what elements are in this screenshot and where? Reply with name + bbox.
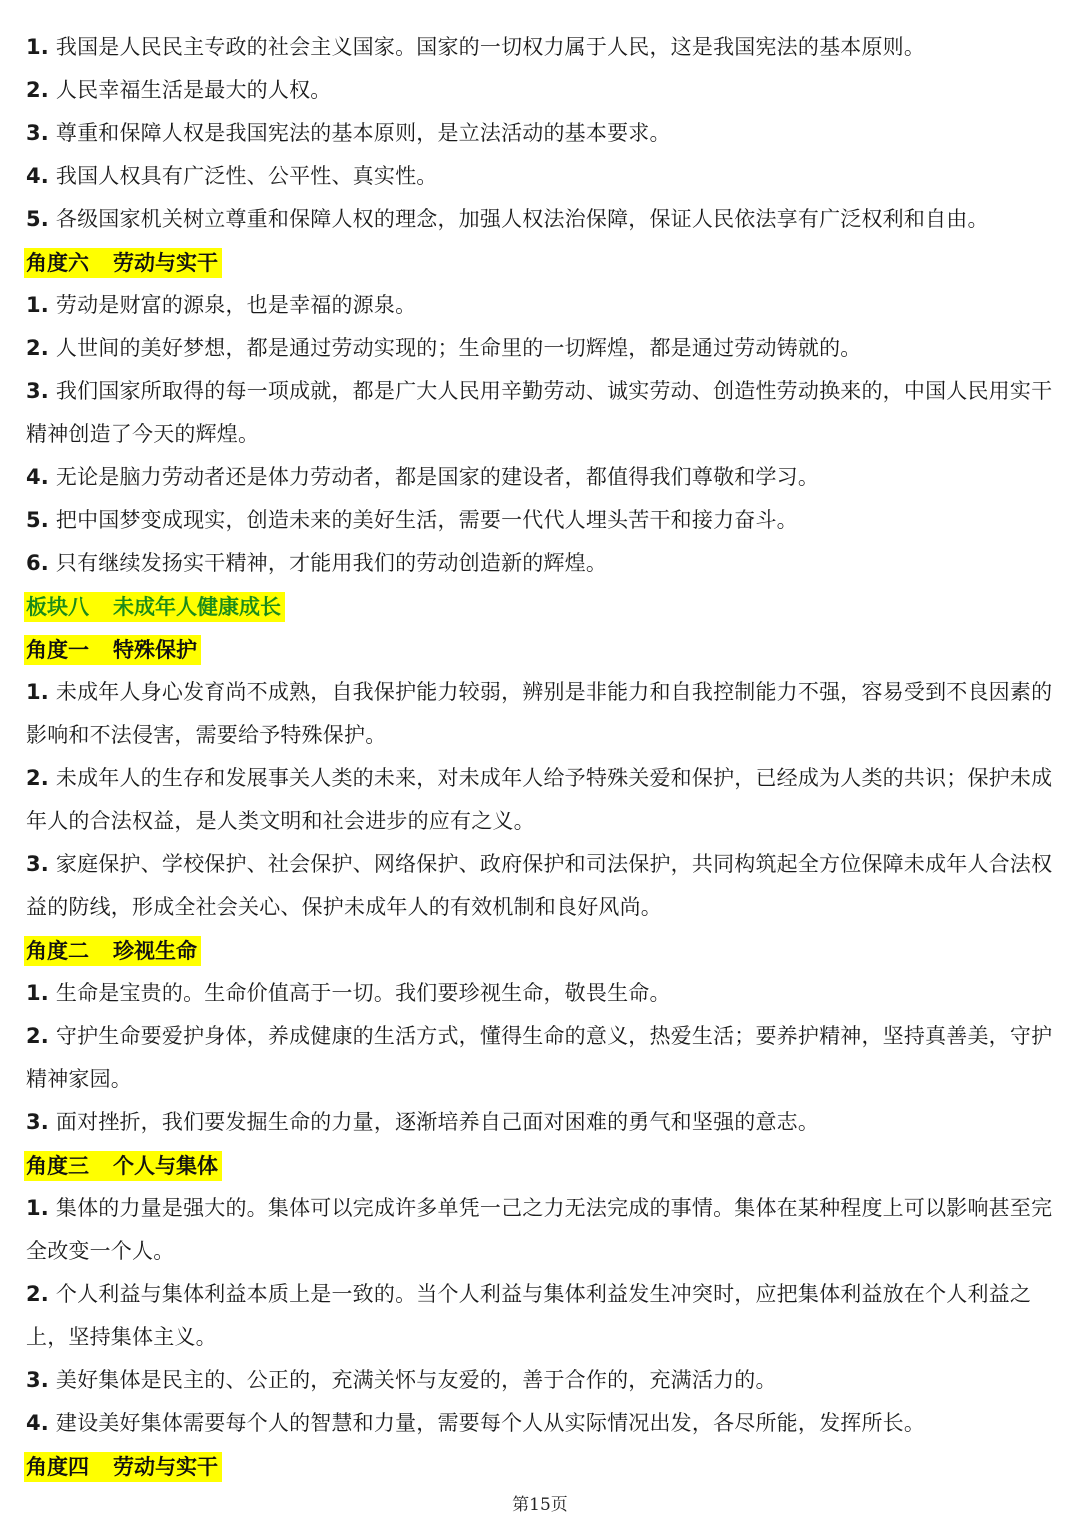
- item-number: 3.: [26, 1368, 49, 1392]
- section-heading: [24, 592, 285, 622]
- subsection-heading-row: [26, 1445, 1060, 1488]
- item-text: 劳动是财富的源泉，也是幸福的源泉。: [49, 293, 417, 317]
- subsection-heading: [24, 635, 201, 665]
- list-item: [26, 69, 1060, 112]
- item-text: 只有继续发扬实干精神，才能用我们的劳动创造新的辉煌。: [49, 551, 608, 575]
- list-item: [26, 112, 1060, 155]
- list-item: [26, 155, 1060, 198]
- item-text: 建设美好集体需要每个人的智慧和力量，需要每个人从实际情况出发，各尽所能，发挥所长。: [49, 1411, 926, 1435]
- item-number: 3.: [26, 852, 49, 876]
- item-number: 1.: [26, 981, 49, 1005]
- item-text: 个人利益与集体利益本质上是一致的。当个人利益与集体利益发生冲突时，应把集体利益放在个人利益之上，坚持集体主义。: [26, 1282, 1032, 1349]
- item-text: 我们国家所取得的每一项成就，都是广大人民用辛勤劳动、诚实劳动、创造性劳动换来的，中国人民用实干精神创造了今天的辉煌。: [26, 379, 1053, 446]
- list-item: [26, 542, 1060, 585]
- heading-label: 角度一: [26, 637, 89, 662]
- item-text: 各级国家机关树立尊重和保障人权的理念，加强人权法治保障，保证人民依法享有广泛权利和自由。: [49, 207, 989, 231]
- item-text: 美好集体是民主的、公正的，充满关怀与友爱的，善于合作的，充满活力的。: [49, 1368, 777, 1392]
- heading-title: 劳动与实干: [113, 250, 218, 275]
- item-text: 生命是宝贵的。生命价值高于一切。我们要珍视生命，敬畏生命。: [49, 981, 671, 1005]
- item-text: 守护生命要爱护身体，养成健康的生活方式，懂得生命的意义，热爱生活；要养护精神，坚持真善美，守护精神家园。: [26, 1024, 1053, 1091]
- item-text: 未成年人的生存和发展事关人类的未来，对未成年人给予特殊关爱和保护，已经成为人类的共识；保护未成年人的合法权益，是人类文明和社会进步的应有之义。: [26, 766, 1053, 833]
- list-item: [26, 1359, 1060, 1402]
- item-number: 2.: [26, 1282, 49, 1306]
- subsection-heading: [24, 1151, 222, 1181]
- item-number: 1.: [26, 35, 49, 59]
- section-heading-row: [26, 585, 1060, 628]
- subsection-heading: [24, 936, 201, 966]
- item-number: 2.: [26, 766, 49, 790]
- list-item: [26, 972, 1060, 1015]
- list-item: [26, 26, 1060, 69]
- page-number: 第15页: [512, 1495, 568, 1515]
- list-item: [26, 1273, 1060, 1359]
- list-item: [26, 327, 1060, 370]
- heading-label: 板块八: [26, 594, 89, 619]
- list-item: [26, 499, 1060, 542]
- item-number: 2.: [26, 1024, 49, 1048]
- subsection-heading-row: [26, 241, 1060, 284]
- item-text: 人民幸福生活是最大的人权。: [49, 78, 332, 102]
- heading-label: 角度二: [26, 938, 89, 963]
- list-item: [26, 671, 1060, 757]
- item-text: 尊重和保障人权是我国宪法的基本原则，是立法活动的基本要求。: [49, 121, 671, 145]
- item-text: 人世间的美好梦想，都是通过劳动实现的；生命里的一切辉煌，都是通过劳动铸就的。: [49, 336, 862, 360]
- item-text: 未成年人身心发育尚不成熟，自我保护能力较弱，辨别是非能力和自我控制能力不强，容易受到不良因素的影响和不法侵害，需要给予特殊保护。: [26, 680, 1053, 747]
- heading-label: 角度六: [26, 250, 89, 275]
- item-number: 1.: [26, 293, 49, 317]
- item-number: 5.: [26, 207, 49, 231]
- subsection-heading-row: [26, 628, 1060, 671]
- item-number: 3.: [26, 379, 49, 403]
- list-item: [26, 843, 1060, 929]
- item-number: 3.: [26, 1110, 49, 1134]
- subsection-heading-row: [26, 1144, 1060, 1187]
- item-text: 我国是人民民主专政的社会主义国家。国家的一切权力属于人民，这是我国宪法的基本原则。: [49, 35, 926, 59]
- heading-title: 未成年人健康成长: [113, 594, 281, 619]
- item-number: 1.: [26, 1196, 49, 1220]
- subsection-heading: [24, 248, 222, 278]
- list-item: [26, 370, 1060, 456]
- item-text: 无论是脑力劳动者还是体力劳动者，都是国家的建设者，都值得我们尊敬和学习。: [49, 465, 820, 489]
- item-number: 1.: [26, 680, 49, 704]
- item-number: 2.: [26, 78, 49, 102]
- item-number: 5.: [26, 508, 49, 532]
- heading-label: 角度四: [26, 1454, 89, 1479]
- list-item: [26, 757, 1060, 843]
- item-text: 把中国梦变成现实，创造未来的美好生活，需要一代代人埋头苦干和接力奋斗。: [49, 508, 798, 532]
- heading-label: 角度三: [26, 1153, 89, 1178]
- page-footer: [0, 1490, 1080, 1515]
- subsection-heading: [24, 1452, 222, 1482]
- heading-title: 个人与集体: [113, 1153, 218, 1178]
- document-page: [26, 26, 1060, 1488]
- item-number: 4.: [26, 164, 49, 188]
- list-item: [26, 1015, 1060, 1101]
- item-number: 2.: [26, 336, 49, 360]
- list-item: [26, 1187, 1060, 1273]
- list-item: [26, 1402, 1060, 1445]
- list-item: [26, 284, 1060, 327]
- heading-title: 珍视生命: [113, 938, 197, 963]
- item-number: 6.: [26, 551, 49, 575]
- item-text: 面对挫折，我们要发掘生命的力量，逐渐培养自己面对困难的勇气和坚强的意志。: [49, 1110, 820, 1134]
- item-text: 家庭保护、学校保护、社会保护、网络保护、政府保护和司法保护，共同构筑起全方位保障未成年人合法权益的防线，形成全社会关心、保护未成年人的有效机制和良好风尚。: [26, 852, 1053, 919]
- item-text: 我国人权具有广泛性、公平性、真实性。: [49, 164, 438, 188]
- item-text: 集体的力量是强大的。集体可以完成许多单凭一己之力无法完成的事情。集体在某种程度上可以影响甚至完全改变一个人。: [26, 1196, 1053, 1263]
- heading-title: 劳动与实干: [113, 1454, 218, 1479]
- item-number: 4.: [26, 465, 49, 489]
- heading-title: 特殊保护: [113, 637, 197, 662]
- list-item: [26, 456, 1060, 499]
- list-item: [26, 1101, 1060, 1144]
- list-item: [26, 198, 1060, 241]
- item-number: 3.: [26, 121, 49, 145]
- item-number: 4.: [26, 1411, 49, 1435]
- subsection-heading-row: [26, 929, 1060, 972]
